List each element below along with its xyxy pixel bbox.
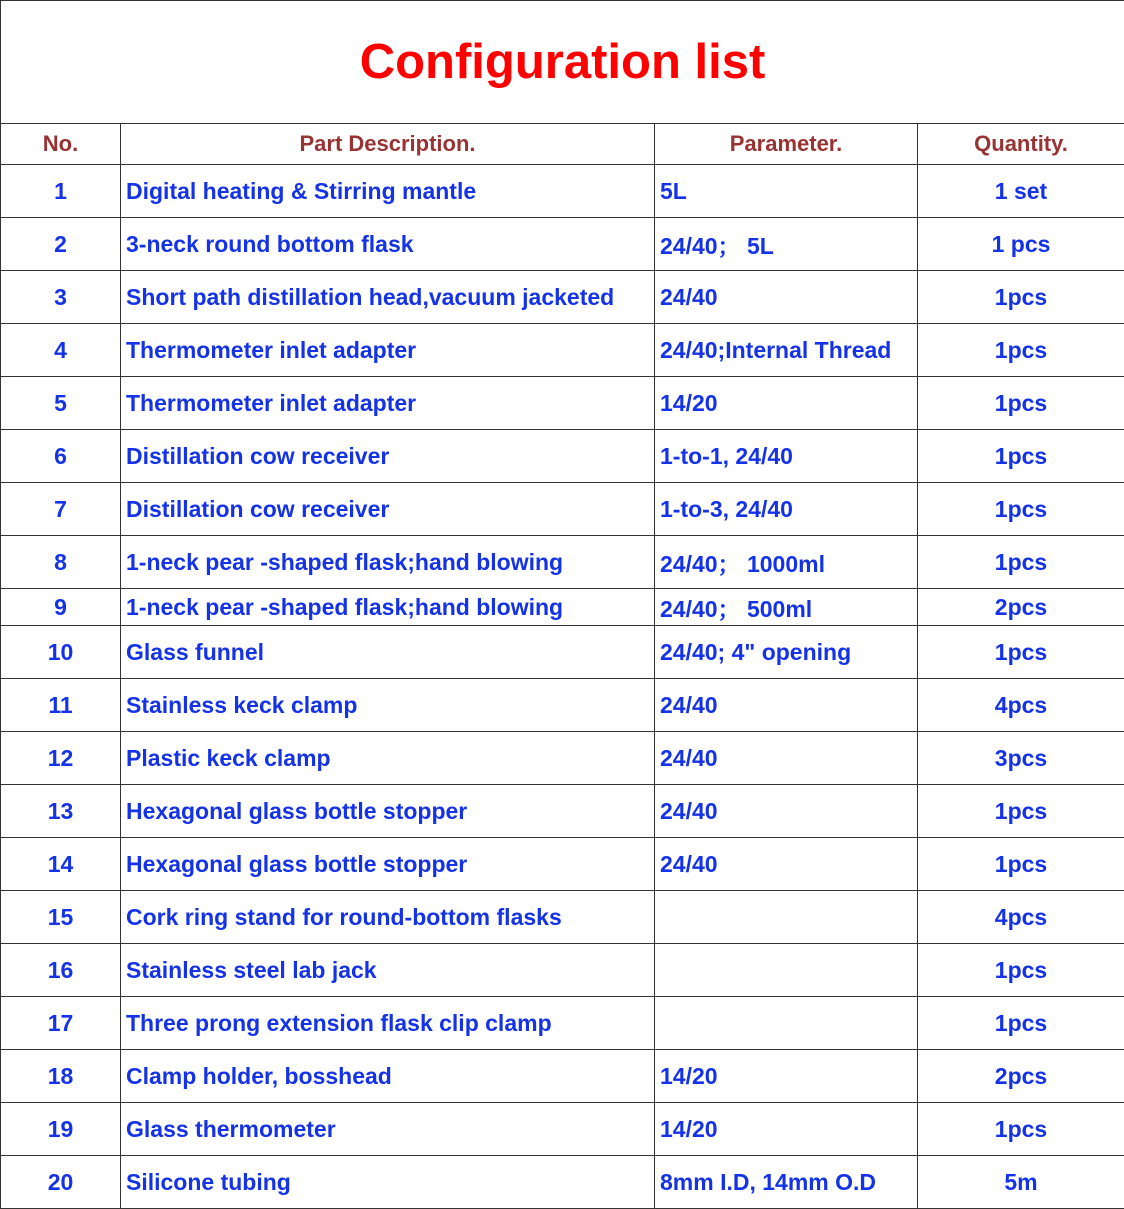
cell-no: 11 bbox=[1, 679, 121, 732]
cell-no: 16 bbox=[1, 944, 121, 997]
cell-description: Thermometer inlet adapter bbox=[121, 324, 655, 377]
table-row bbox=[1, 944, 1124, 997]
cell-no: 8 bbox=[1, 536, 121, 589]
cell-quantity: 1pcs bbox=[918, 377, 1124, 430]
cell-parameter: 8mm I.D, 14mm O.D bbox=[655, 1156, 918, 1209]
cell-description: Stainless steel lab jack bbox=[121, 944, 655, 997]
cell-description: Short path distillation head,vacuum jacketed bbox=[121, 271, 655, 324]
table-row bbox=[1, 626, 1124, 679]
cell-no: 2 bbox=[1, 218, 121, 271]
cell-parameter: 14/20 bbox=[655, 1103, 918, 1156]
cell-quantity: 5m bbox=[918, 1156, 1124, 1209]
cell-quantity: 1pcs bbox=[918, 997, 1124, 1050]
cell-description: Digital heating & Stirring mantle bbox=[121, 165, 655, 218]
cell-no: 1 bbox=[1, 165, 121, 218]
cell-parameter bbox=[655, 944, 918, 997]
cell-parameter: 14/20 bbox=[655, 377, 918, 430]
table-row bbox=[1, 165, 1124, 218]
cell-parameter: 24/40； 5L bbox=[655, 218, 918, 271]
cell-description: Distillation cow receiver bbox=[121, 483, 655, 536]
cell-quantity: 1pcs bbox=[918, 785, 1124, 838]
cell-parameter: 1-to-3, 24/40 bbox=[655, 483, 918, 536]
cell-quantity: 4pcs bbox=[918, 891, 1124, 944]
cell-parameter bbox=[655, 891, 918, 944]
cell-no: 10 bbox=[1, 626, 121, 679]
cell-description: Cork ring stand for round-bottom flasks bbox=[121, 891, 655, 944]
cell-no: 4 bbox=[1, 324, 121, 377]
cell-no: 15 bbox=[1, 891, 121, 944]
cell-description: 3-neck round bottom flask bbox=[121, 218, 655, 271]
cell-quantity: 1pcs bbox=[918, 483, 1124, 536]
table-row bbox=[1, 377, 1124, 430]
table-row bbox=[1, 430, 1124, 483]
cell-description: Thermometer inlet adapter bbox=[121, 377, 655, 430]
cell-description: 1-neck pear -shaped flask;hand blowing bbox=[121, 589, 655, 626]
cell-description: Silicone tubing bbox=[121, 1156, 655, 1209]
header-parameter: Parameter. bbox=[655, 124, 918, 165]
cell-description: Hexagonal glass bottle stopper bbox=[121, 785, 655, 838]
cell-quantity: 1 pcs bbox=[918, 218, 1124, 271]
cell-parameter: 14/20 bbox=[655, 1050, 918, 1103]
cell-parameter: 24/40 bbox=[655, 838, 918, 891]
cell-quantity: 1pcs bbox=[918, 838, 1124, 891]
table-row bbox=[1, 1156, 1124, 1209]
cell-parameter: 1-to-1, 24/40 bbox=[655, 430, 918, 483]
cell-quantity: 1pcs bbox=[918, 944, 1124, 997]
table-body bbox=[1, 165, 1124, 1209]
cell-parameter: 24/40;Internal Thread bbox=[655, 324, 918, 377]
table-row bbox=[1, 891, 1124, 944]
cell-description: Plastic keck clamp bbox=[121, 732, 655, 785]
cell-parameter: 24/40; 4" opening bbox=[655, 626, 918, 679]
table-row bbox=[1, 785, 1124, 838]
header-description: Part Description. bbox=[121, 124, 655, 165]
cell-quantity: 2pcs bbox=[918, 1050, 1124, 1103]
cell-no: 7 bbox=[1, 483, 121, 536]
cell-parameter: 24/40； 500ml bbox=[655, 589, 918, 626]
cell-no: 18 bbox=[1, 1050, 121, 1103]
cell-parameter: 5L bbox=[655, 165, 918, 218]
cell-quantity: 1pcs bbox=[918, 430, 1124, 483]
table-row bbox=[1, 589, 1124, 626]
table-row bbox=[1, 679, 1124, 732]
cell-no: 14 bbox=[1, 838, 121, 891]
table-row bbox=[1, 324, 1124, 377]
cell-description: Hexagonal glass bottle stopper bbox=[121, 838, 655, 891]
table-row bbox=[1, 997, 1124, 1050]
cell-parameter: 24/40 bbox=[655, 271, 918, 324]
cell-description: Glass thermometer bbox=[121, 1103, 655, 1156]
cell-quantity: 2pcs bbox=[918, 589, 1124, 626]
page-title: Configuration list bbox=[1, 1, 1124, 124]
cell-description: Clamp holder, bosshead bbox=[121, 1050, 655, 1103]
cell-quantity: 1pcs bbox=[918, 271, 1124, 324]
cell-no: 5 bbox=[1, 377, 121, 430]
cell-quantity: 1pcs bbox=[918, 324, 1124, 377]
cell-no: 20 bbox=[1, 1156, 121, 1209]
cell-quantity: 1pcs bbox=[918, 1103, 1124, 1156]
cell-no: 13 bbox=[1, 785, 121, 838]
table-row bbox=[1, 732, 1124, 785]
cell-no: 17 bbox=[1, 997, 121, 1050]
table-row bbox=[1, 838, 1124, 891]
cell-description: Glass funnel bbox=[121, 626, 655, 679]
cell-no: 19 bbox=[1, 1103, 121, 1156]
cell-parameter bbox=[655, 997, 918, 1050]
cell-no: 3 bbox=[1, 271, 121, 324]
table-row bbox=[1, 483, 1124, 536]
header-no: No. bbox=[1, 124, 121, 165]
column-header-row bbox=[1, 124, 1124, 165]
cell-parameter: 24/40 bbox=[655, 785, 918, 838]
cell-no: 6 bbox=[1, 430, 121, 483]
cell-no: 9 bbox=[1, 589, 121, 626]
table-row bbox=[1, 1050, 1124, 1103]
cell-parameter: 24/40； 1000ml bbox=[655, 536, 918, 589]
table-row bbox=[1, 218, 1124, 271]
cell-no: 12 bbox=[1, 732, 121, 785]
cell-description: Distillation cow receiver bbox=[121, 430, 655, 483]
cell-description: Stainless keck clamp bbox=[121, 679, 655, 732]
cell-quantity: 3pcs bbox=[918, 732, 1124, 785]
title-row bbox=[1, 1, 1124, 124]
cell-quantity: 1 set bbox=[918, 165, 1124, 218]
cell-parameter: 24/40 bbox=[655, 732, 918, 785]
cell-description: Three prong extension flask clip clamp bbox=[121, 997, 655, 1050]
cell-quantity: 4pcs bbox=[918, 679, 1124, 732]
cell-quantity: 1pcs bbox=[918, 536, 1124, 589]
cell-description: 1-neck pear -shaped flask;hand blowing bbox=[121, 536, 655, 589]
table-row bbox=[1, 536, 1124, 589]
cell-parameter: 24/40 bbox=[655, 679, 918, 732]
table-row bbox=[1, 1103, 1124, 1156]
header-quantity: Quantity. bbox=[918, 124, 1124, 165]
cell-quantity: 1pcs bbox=[918, 626, 1124, 679]
table-row bbox=[1, 271, 1124, 324]
